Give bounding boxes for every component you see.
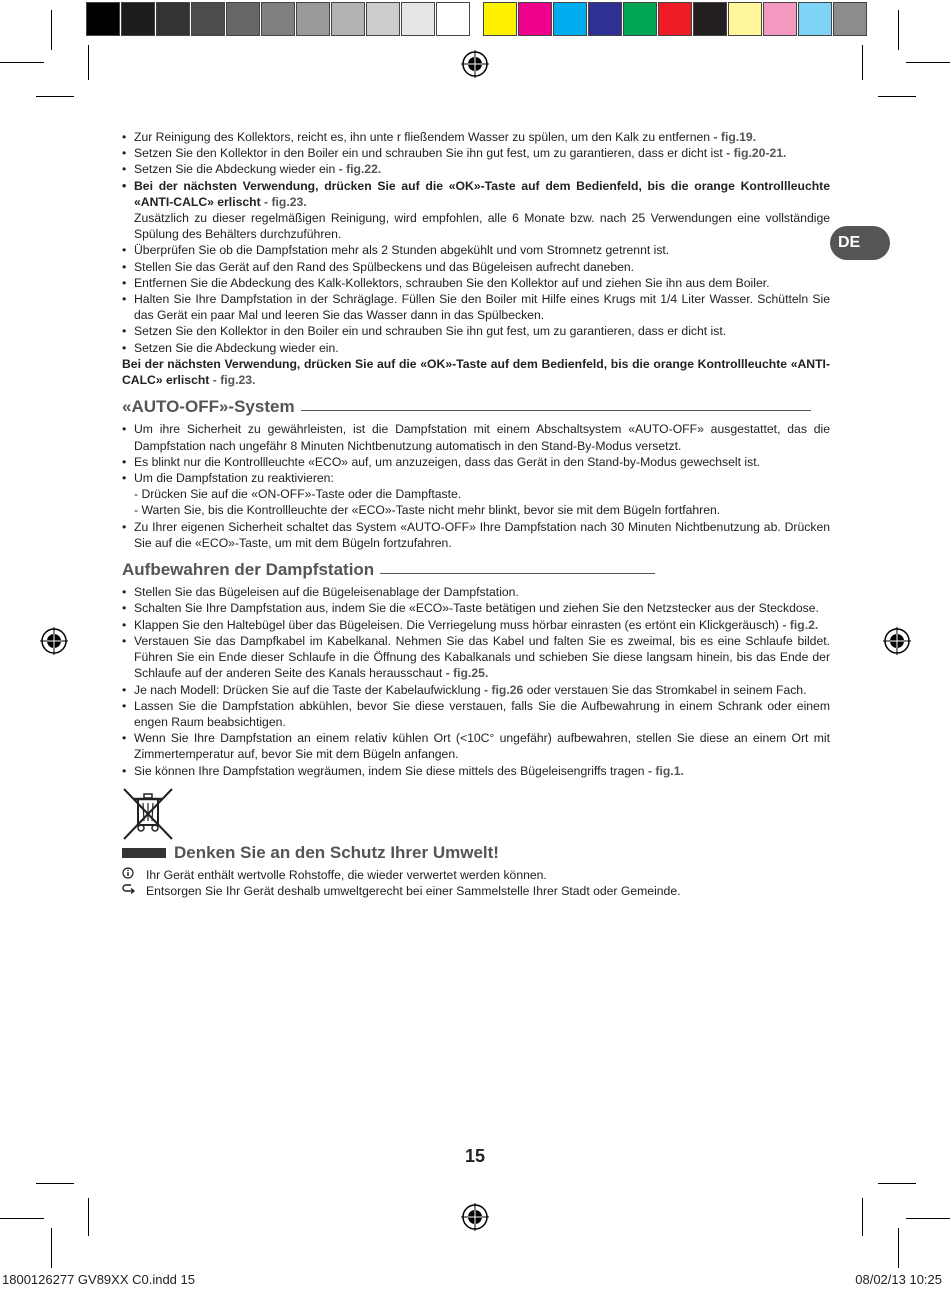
crop-mark [906, 62, 950, 63]
color-swatch [588, 2, 622, 36]
environment-text: Entsorgen Sie Ihr Gerät deshalb umweltgerecht bei einer Sammelstelle Ihrer Stadt oder Gemeinde. [146, 884, 681, 899]
swatch-gap [471, 2, 483, 36]
list-item: • Halten Sie Ihre Dampfstation in der Schräglage. Füllen Sie den Boiler mit Hilfe eines Krugs mit 1/4 Liter Wasser. Schütteln Sie das Gerät ein paar Mal und leeren Sie das Wasser dann in das Spülbecken. [122, 291, 830, 323]
list-item [122, 633, 830, 682]
item-text: Klappen Sie den Haltebügel über das Bügeleisen. Die Verriegelung muss hörbar einrasten (es ertönt ein Klickgeräusch) [134, 617, 783, 632]
figure-reference: - fig.22. [338, 162, 382, 177]
crop-mark [0, 62, 44, 63]
language-tab: DE [830, 226, 890, 260]
figure-reference: - fig.26 [484, 682, 524, 697]
registration-mark-icon [40, 627, 68, 655]
item-text: Je nach Modell: Drücken Sie auf die Taste der Kabelaufwicklung [134, 682, 485, 697]
color-swatch [156, 2, 190, 36]
registration-mark-icon [461, 1203, 489, 1231]
file-info: 1800126277 GV89XX C0.indd 15 [2, 1272, 195, 1287]
color-swatch [296, 2, 330, 36]
info-icon [122, 867, 146, 883]
item-text: Schalten Sie Ihre Dampfstation aus, indem Sie die «ECO»-Taste betätigen und ziehen Sie den Netzstecker aus der Steckdose. [134, 601, 819, 616]
sub-item: - Warten Sie, bis die Kontrollleuchte der «ECO»-Taste nicht mehr blinkt, bevor sie mit dem Bügeln fortfahren. [134, 503, 721, 518]
environment-title: Denken Sie an den Schutz Ihrer Umwelt! [174, 842, 499, 862]
crop-mark [51, 10, 52, 50]
page-content [122, 129, 830, 899]
maintenance-note: Zusätzlich zu dieser regelmäßigen Reinigung, wird empfohlen, alle 6 Monate bzw. nach 25 Verwendungen eine vollständige Spülung des Behälters durchzuführen. [134, 211, 830, 242]
list-item: • Setzen Sie die Abdeckung wieder ein. [122, 340, 830, 356]
section-title: Aufbewahren der Dampfstation [122, 560, 375, 580]
section-heading [122, 399, 830, 415]
color-swatch [553, 2, 587, 36]
figure-reference: - fig.25. [445, 666, 489, 681]
crop-mark [88, 45, 89, 80]
list-item [122, 617, 830, 633]
color-swatch [833, 2, 867, 36]
color-swatch [483, 2, 517, 36]
list-item [122, 145, 830, 161]
section-heading [122, 562, 830, 578]
date-time: 08/02/13 10:25 [855, 1272, 942, 1287]
item-text: Verstauen Sie das Dampfkabel im Kabelkanal. Nehmen Sie das Kabel und falten Sie es zweimal, bis es eine Schlaufe bildet. Führen Sie ein Ende dieser Schlaufe in die Öffnung des Kabalkanals und schieben Sie diese langsam hinein, bis das Ende der Schlaufe auf der anderen Seite des Kanals herausschaut [134, 633, 830, 681]
section-title: «AUTO-OFF»-System [122, 397, 295, 417]
list-item [122, 698, 830, 730]
crop-mark [36, 1183, 74, 1184]
crop-mark [898, 1228, 899, 1268]
crop-mark [878, 96, 916, 97]
list-item [122, 129, 830, 145]
color-swatch [191, 2, 225, 36]
color-calibration-bar [86, 2, 868, 36]
environment-text: Ihr Gerät enthält wertvolle Rohstoffe, die wieder verwertet werden können. [146, 867, 547, 882]
color-swatch [331, 2, 365, 36]
color-swatch [401, 2, 435, 36]
environment-line [122, 883, 830, 899]
color-swatch [763, 2, 797, 36]
item-text: Setzen Sie den Kollektor in den Boiler ein und schrauben Sie ihn gut fest, um zu garantieren, dass er dicht ist [134, 146, 727, 161]
color-swatch [226, 2, 260, 36]
item-text: Stellen Sie das Bügeleisen auf die Bügeleisenablage der Dampfstation. [134, 585, 519, 600]
figure-reference: - fig.20-21. [726, 146, 787, 161]
final-text: Bei der nächsten Verwendung, drücken Sie auf die «OK»-Taste auf dem Bedienfeld, bis die orange Kontrollleuchte «ANTI-CALC» erlischt [122, 356, 830, 388]
recycling-block [122, 787, 830, 841]
list-item [122, 600, 830, 616]
heading-rule [380, 573, 655, 574]
figure-reference: - fig.19. [713, 130, 757, 144]
color-swatch [436, 2, 470, 36]
item-text: Setzen Sie die Abdeckung wieder ein [134, 162, 339, 177]
item-text: Bei der nächsten Verwendung, drücken Sie auf die «OK»-Taste auf dem Bedienfeld, bis die orange Kontrollleuchte «ANTI-CALC» erlischt [134, 178, 830, 209]
list-item [122, 161, 830, 177]
color-swatch [728, 2, 762, 36]
item-text: Wenn Sie Ihre Dampfstation an einem relativ kühlen Ort (<10C° ungefähr) aufbewahren, stellen Sie diese an einem Ort mit Zimmertemperatur auf, bevor Sie mit dem Bügeln anfangen. [134, 731, 830, 762]
figure-reference: - fig.2. [782, 617, 819, 632]
list-item: • Es blinkt nur die Kontrollleuchte «ECO» auf, um anzuzeigen, dass das Gerät in den Stand-by-Modus gewechselt ist. [122, 454, 830, 470]
item-text: Sie können Ihre Dampfstation wegräumen, indem Sie diese mittels des Bügeleisengriffs tragen [134, 763, 648, 778]
crossed-bin-icon [122, 787, 174, 841]
color-swatch [86, 2, 120, 36]
list-item [122, 682, 830, 698]
item-text: Lassen Sie die Dampfstation abkühlen, bevor Sie diese verstauen, falls Sie die Aufbewahrung in einem Schrank oder einem engen Raum beabsichtigen. [134, 698, 830, 729]
heading-rule [301, 410, 811, 411]
figure-reference: - fig.23. [212, 373, 256, 388]
crop-mark [878, 1183, 916, 1184]
list-item [122, 178, 830, 210]
color-swatch [693, 2, 727, 36]
registration-mark-icon [461, 50, 489, 78]
color-swatch [366, 2, 400, 36]
item-text: Zur Reinigung des Kollektors, reicht es, ihn unte r fließendem Wasser zu spülen, um den Kalk zu entfernen [134, 130, 714, 144]
crop-mark [88, 1198, 89, 1236]
heading-bar [122, 848, 166, 858]
color-swatch [623, 2, 657, 36]
list-item [122, 730, 830, 762]
item-text: oder verstauen Sie das Stromkabel in seinem Fach. [523, 682, 807, 697]
crop-mark [862, 45, 863, 80]
crop-mark [906, 1218, 950, 1219]
environment-heading [122, 842, 830, 862]
color-swatch [261, 2, 295, 36]
color-swatch [518, 2, 552, 36]
list-item: • Setzen Sie den Kollektor in den Boiler ein und schrauben Sie ihn gut fest, um zu garantieren, dass er dicht ist. [122, 323, 830, 339]
crop-mark [898, 10, 899, 50]
crop-mark [51, 1228, 52, 1268]
final-instruction [122, 356, 830, 388]
list-item: • Entfernen Sie die Abdeckung des Kalk-Kollektors, schrauben Sie den Kollektor auf und ziehen Sie ihn aus dem Boiler. [122, 275, 830, 291]
list-item: • Zu Ihrer eigenen Sicherheit schaltet das System «AUTO-OFF» Ihre Dampfstation nach 30 Minuten Nichtbenutzung ab. Drücken Sie auf die «ECO»-Taste, um mit dem Bügeln fortzufahren. [122, 519, 830, 551]
color-swatch [658, 2, 692, 36]
list-item [122, 584, 830, 600]
list-item: • Stellen Sie das Gerät auf den Rand des Spülbeckens und das Bügeleisen aufrecht daneben. [122, 259, 830, 275]
environment-line [122, 867, 830, 883]
list-item: • Überprüfen Sie ob die Dampfstation mehr als 2 Stunden abgekühlt und vom Stromnetz getrennt ist. [122, 242, 830, 258]
crop-mark [0, 1218, 44, 1219]
list-item [122, 763, 830, 779]
crop-mark [36, 96, 74, 97]
color-swatch [121, 2, 155, 36]
list-item: • Um die Dampfstation zu reaktivieren: [122, 470, 830, 486]
sub-item: - Drücken Sie auf die «ON-OFF»-Taste oder die Dampftaste. [134, 487, 462, 502]
registration-mark-icon [883, 627, 911, 655]
page-number: 15 [464, 1146, 486, 1166]
arrow-icon [122, 883, 146, 899]
crop-mark [862, 1198, 863, 1236]
figure-reference: - fig.1. [647, 763, 684, 778]
figure-reference: - fig.23. [264, 194, 307, 209]
list-item: • Um ihre Sicherheit zu gewährleisten, ist die Dampfstation mit einem Abschaltsystem «AUTO-OFF» ausgestattet, das die Dampfstation nach ungefähr 8 Minuten Nichtbenutzung automatisch in den Stand-By-Modus versetzt. [122, 421, 830, 453]
color-swatch [798, 2, 832, 36]
